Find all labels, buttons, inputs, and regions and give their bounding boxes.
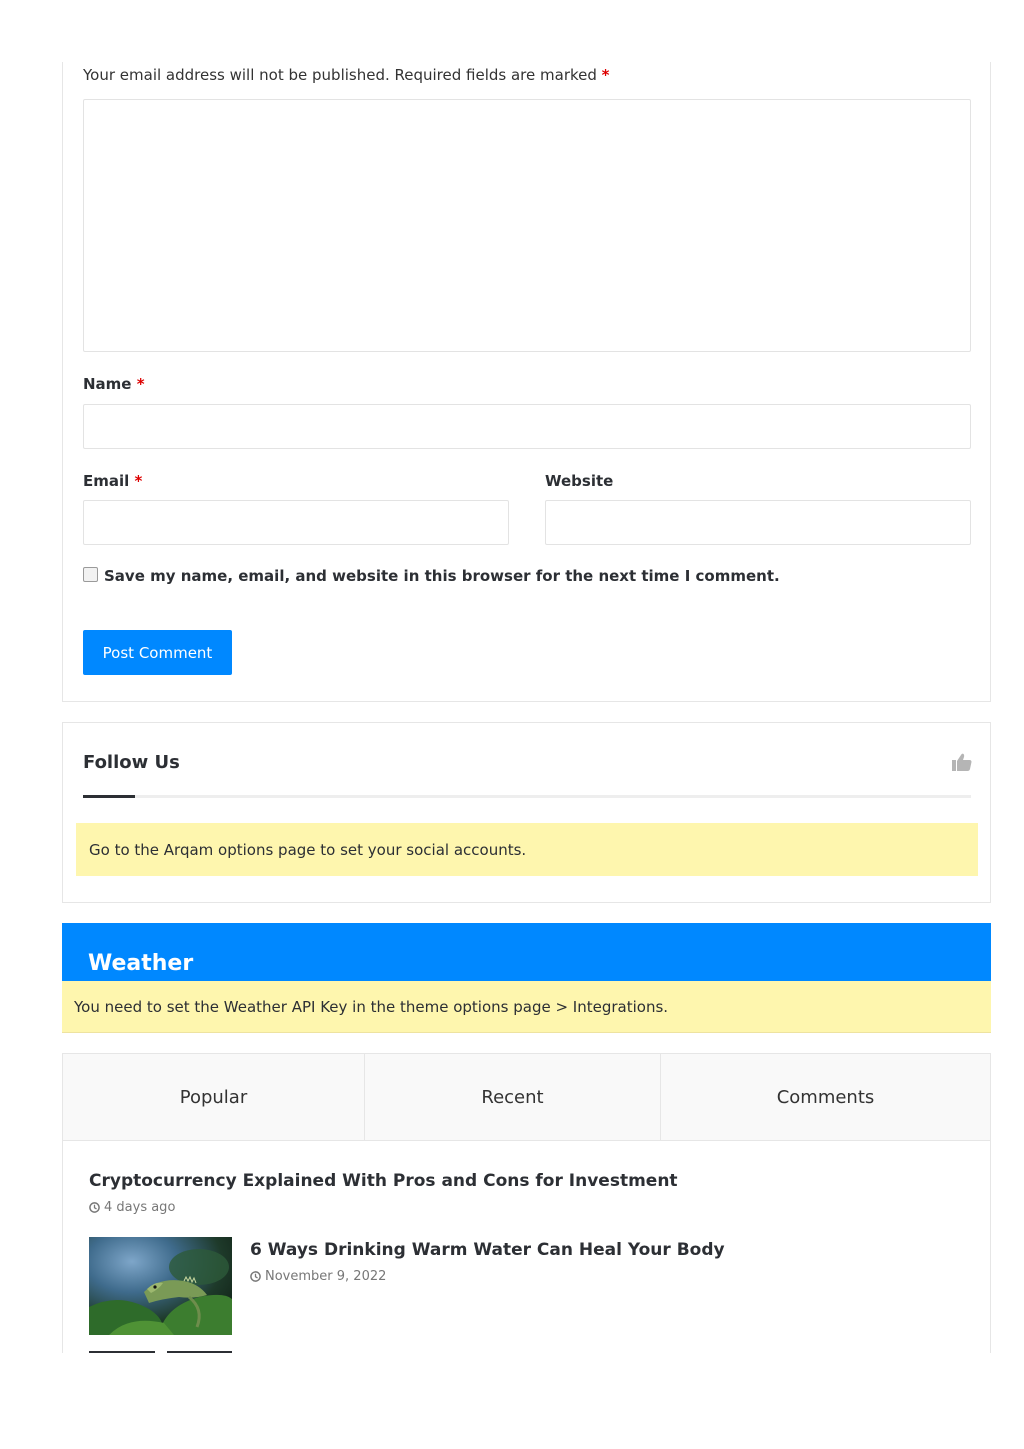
name-label-text: Name: [83, 375, 132, 393]
required-mark: *: [136, 375, 145, 393]
tab-comments[interactable]: Comments: [660, 1054, 990, 1140]
name-label: [83, 375, 145, 393]
name-field[interactable]: [83, 404, 971, 449]
weather-header: [62, 923, 991, 981]
next-thumbnail-edge: [89, 1351, 155, 1353]
required-mark: *: [601, 66, 610, 84]
consent-label: Save my name, email, and website in this browser for the next time I comment.: [104, 567, 780, 585]
post-date: [89, 1200, 175, 1215]
weather-title: Weather: [88, 951, 194, 976]
tabbed-posts-widget: [62, 1053, 991, 1353]
clock-icon: [250, 1271, 261, 1282]
weather-widget: [62, 923, 991, 1034]
post-comment-button[interactable]: Post Comment: [83, 630, 232, 675]
follow-us-widget: [62, 722, 991, 903]
email-label-text: Email: [83, 472, 130, 490]
next-thumbnail-edge: [167, 1351, 232, 1353]
clock-icon: [89, 1202, 100, 1213]
required-mark: *: [134, 472, 143, 490]
post-title-link[interactable]: Cryptocurrency Explained With Pros and Cons for Investment: [89, 1171, 678, 1191]
website-label: Website: [545, 472, 614, 490]
comment-notes: [83, 66, 610, 84]
post-date: [250, 1269, 386, 1284]
weather-notice: You need to set the Weather API Key in the theme options page > Integrations.: [62, 981, 991, 1033]
tab-recent[interactable]: Recent: [364, 1054, 660, 1140]
widget-title: Follow Us: [83, 752, 180, 773]
title-divider: [83, 795, 971, 798]
consent-checkbox[interactable]: [83, 567, 98, 582]
tabs-bar: [63, 1054, 990, 1141]
post-title-link[interactable]: 6 Ways Drinking Warm Water Can Heal Your Body: [250, 1240, 725, 1260]
comment-textarea[interactable]: [83, 99, 971, 352]
title-divider-accent: [83, 795, 135, 798]
comment-form: [62, 62, 991, 702]
thumbs-up-icon: [952, 753, 972, 771]
website-field[interactable]: [545, 500, 971, 545]
post-date-text: November 9, 2022: [265, 1269, 387, 1284]
email-label: [83, 472, 142, 490]
social-notice: Go to the Arqam options page to set your social accounts.: [76, 823, 978, 876]
iguana-image: [89, 1237, 232, 1335]
email-field[interactable]: [83, 500, 509, 545]
post-thumbnail[interactable]: [89, 1237, 232, 1335]
tab-popular[interactable]: Popular: [63, 1054, 364, 1140]
post-date-text: 4 days ago: [104, 1200, 176, 1215]
consent-row: [83, 567, 780, 585]
comment-notes-text: Your email address will not be published. Required fields are marked: [83, 66, 597, 84]
